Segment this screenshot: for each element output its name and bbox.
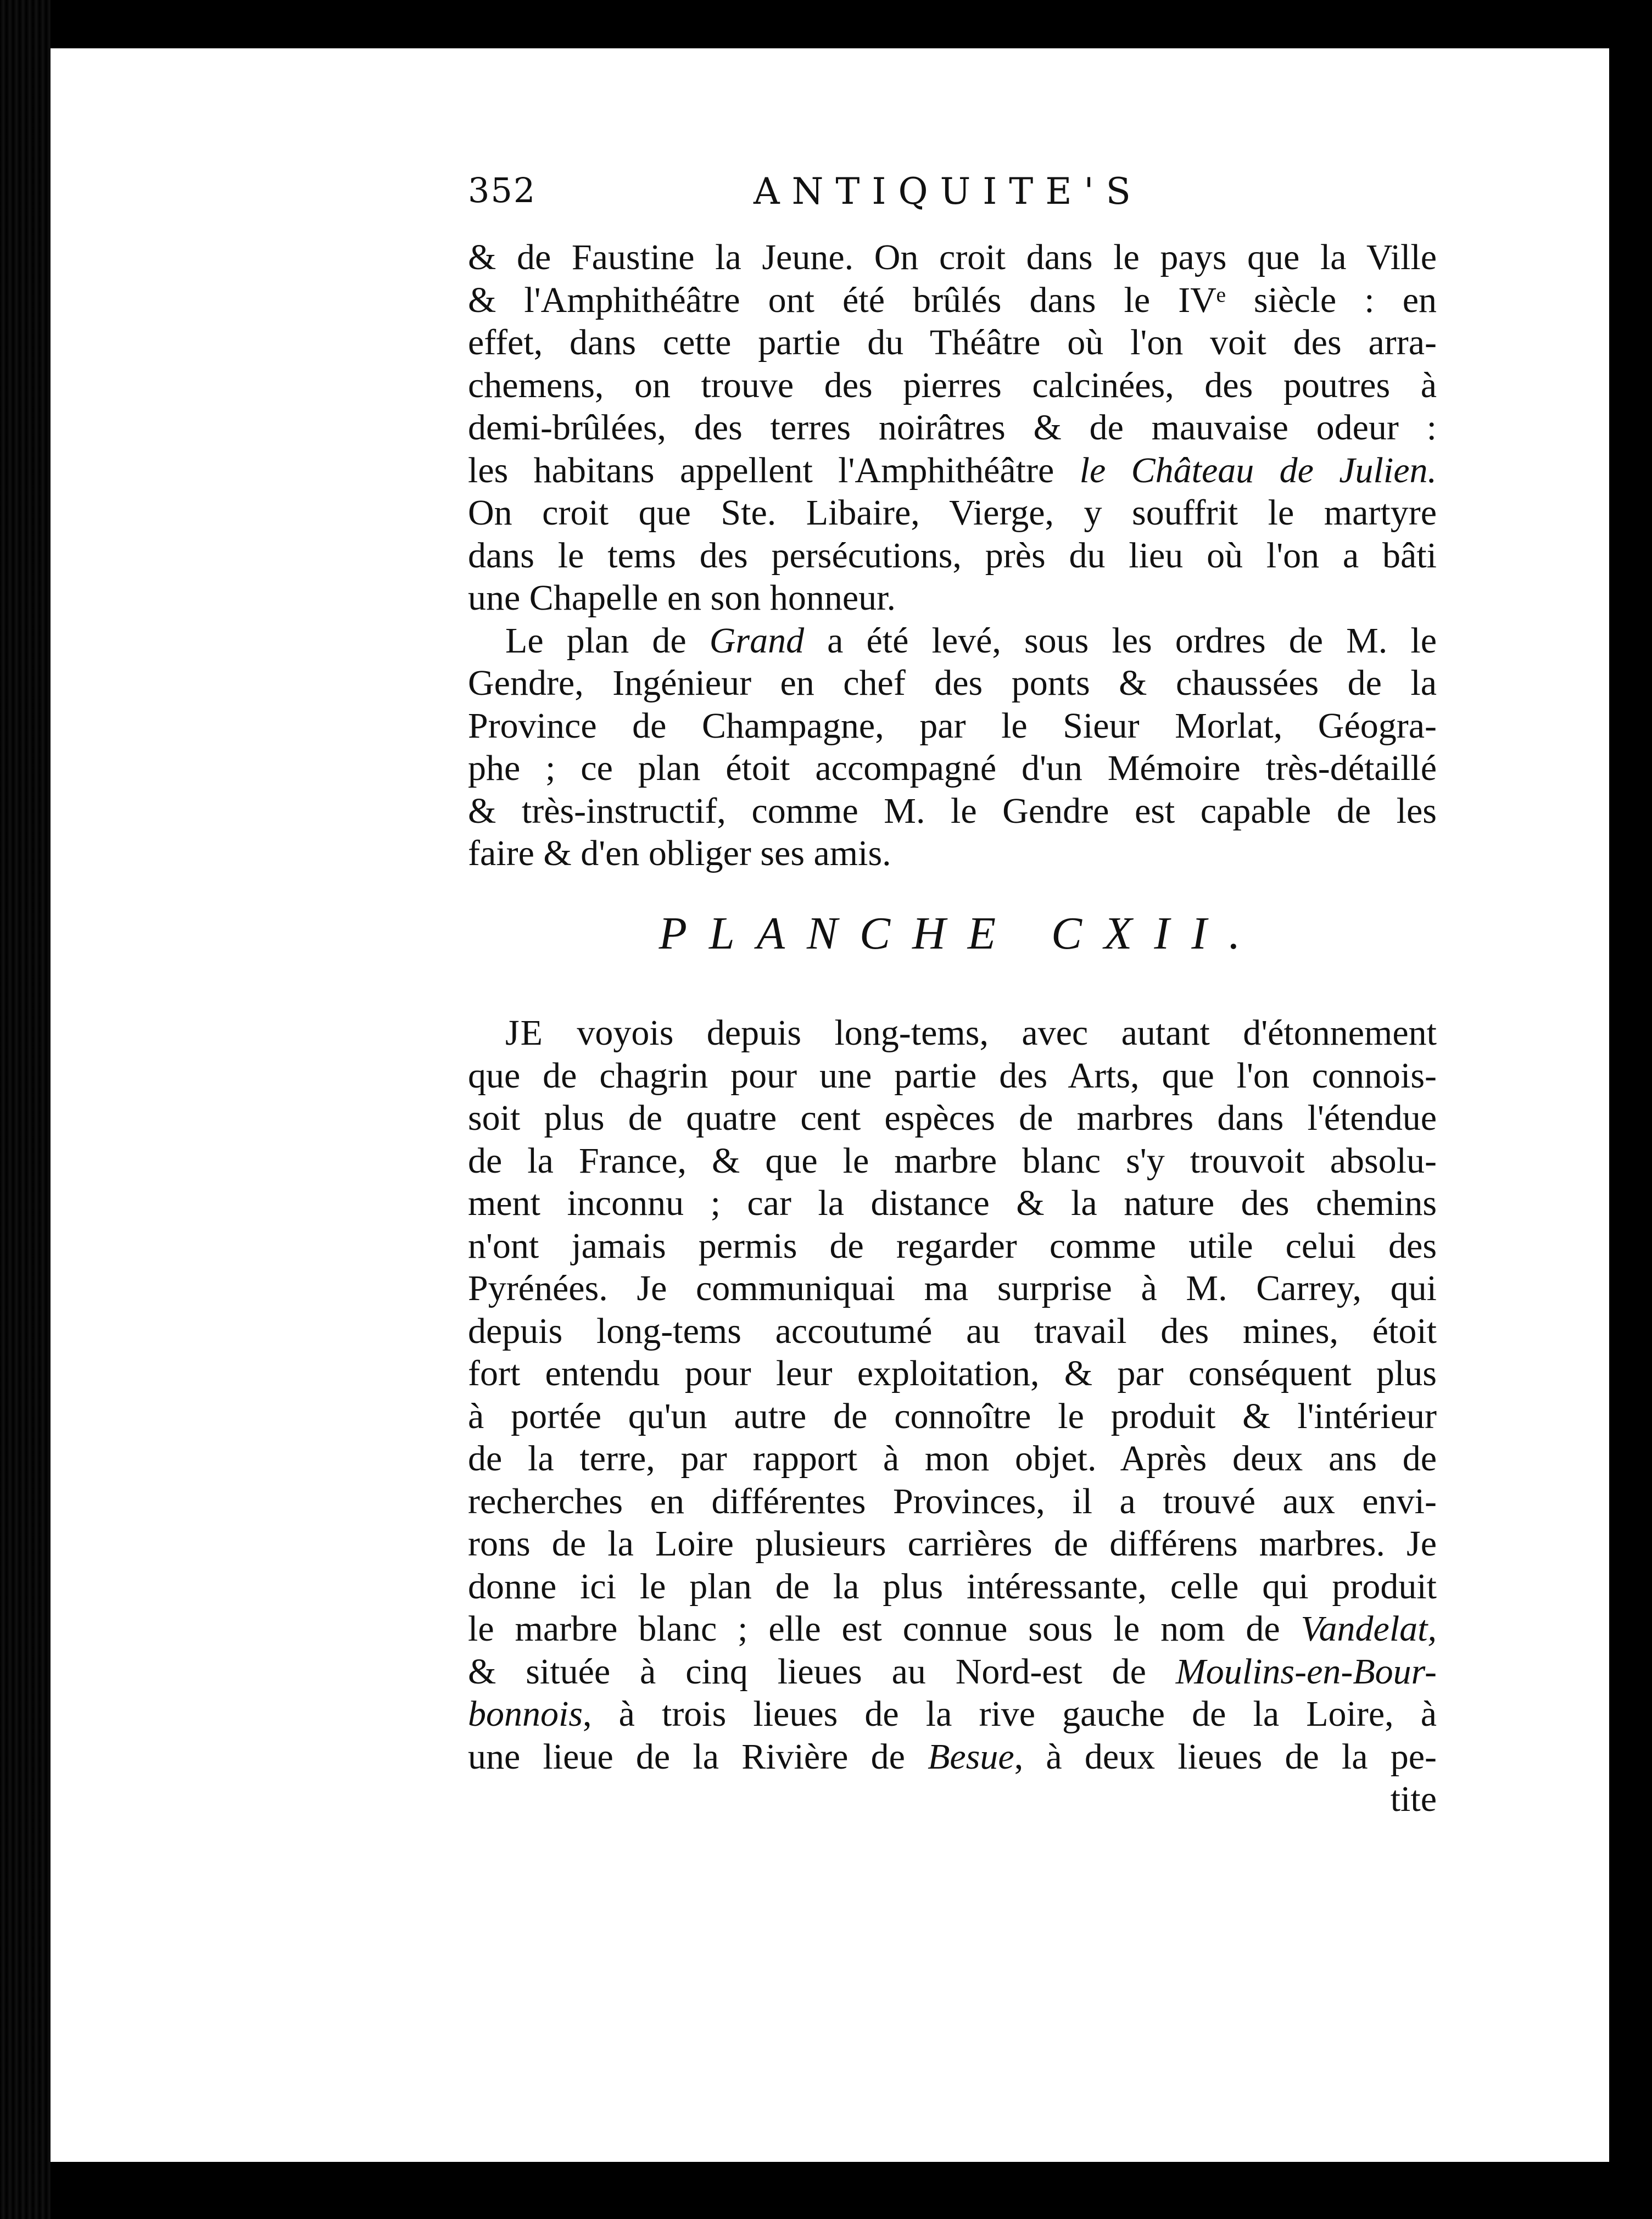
text-line: ment inconnu ; car la distance & la nature des chemins (468, 1183, 1437, 1223)
opening-word: JE (505, 1013, 544, 1053)
text-run: & située à cinq lieues au Nord-est de (468, 1651, 1176, 1692)
catchword: tite (1390, 1779, 1437, 1819)
text-line: faire & d'en obliger ses amis. (468, 833, 891, 873)
text-line (468, 620, 1437, 662)
text-run: voyois depuis long-tems, avec autant d'étonnement (544, 1013, 1437, 1053)
italic-place-name: Grand (709, 620, 805, 661)
text-run: le marbre blanc ; elle est connue sous le nom de (468, 1609, 1301, 1649)
text-run: une lieue de la Rivière de (468, 1736, 928, 1777)
text-line: & très-instructif, comme M. le Gendre est capable de les (468, 790, 1437, 831)
text-line: une Chapelle en son honneur. (468, 578, 896, 618)
text-line: recherches en différentes Provinces, il a trouvé aux envi- (468, 1481, 1437, 1521)
running-title: ANTIQUITE'S (754, 170, 1143, 213)
italic-place-name: bonnois (468, 1694, 583, 1734)
text-line: On croit que Ste. Libaire, Vierge, y souffrit le martyre (468, 493, 1437, 533)
plate-heading: PLANCHE CXII. (658, 907, 1263, 959)
text-run: a été levé, sous les ordres de M. le (804, 620, 1437, 661)
running-head (468, 170, 1437, 236)
text-line: fort entendu pour leur exploitation, & par conséquent plus (468, 1353, 1437, 1393)
text-line: Province de Champagne, par le Sieur Morlat, Géogra- (468, 705, 1437, 746)
text-line (468, 1693, 1437, 1736)
text-line: que de chagrin pour une partie des Arts, que l'on connois- (468, 1055, 1437, 1096)
text-line: Gendre, Ingénieur en chef des ponts & chaussées de la (468, 663, 1437, 703)
italic-title: le Château de Julien. (1079, 450, 1437, 490)
text-line: & de Faustine la Jeune. On croit dans le pays que la Ville (468, 237, 1437, 277)
text-line: Pyrénées. Je communiquai ma surprise à M. Carrey, qui (468, 1268, 1437, 1308)
binding-edge (0, 0, 51, 2219)
text-line: de la terre, par rapport à mon objet. Après deux ans de (468, 1439, 1437, 1479)
page-number: 352 (468, 170, 537, 210)
text-run: , à deux lieues de la pe- (1014, 1736, 1437, 1777)
text-line: à portée qu'un autre de connoître le produit & l'intérieur (468, 1396, 1437, 1436)
text-run: les habitans appellent l'Amphithéâtre (468, 450, 1080, 490)
italic-place-name: Besue (928, 1736, 1014, 1777)
text-line (468, 1012, 1437, 1055)
text-line (468, 1651, 1437, 1693)
text-line: phe ; ce plan étoit accompagné d'un Mémoire très-détaillé (468, 748, 1437, 788)
text-line: n'ont jamais permis de regarder comme utile celui des (468, 1225, 1437, 1266)
text-line: dans le tems des persécutions, près du lieu où l'on a bâti (468, 535, 1437, 576)
text-line: effet, dans cette partie du Théâtre où l'on voit des arra- (468, 322, 1437, 363)
text-line (468, 1608, 1437, 1651)
text-line: de la France, & que le marbre blanc s'y trouvoit absolu- (468, 1140, 1437, 1181)
italic-place-name: Vandelat, (1301, 1609, 1437, 1649)
paragraph-1 (468, 236, 1437, 620)
text-line (468, 1736, 1437, 1778)
paragraph-3 (468, 1012, 1437, 1821)
paragraph-2 (468, 620, 1437, 875)
italic-place-name: Moulins-en-Bour- (1175, 1651, 1437, 1692)
text-line: demi-brûlées, des terres noirâtres & de mauvaise odeur : (468, 408, 1437, 448)
text-line: soit plus de quatre cent espèces de marbres dans l'étendue (468, 1098, 1437, 1138)
text-line: rons de la Loire plusieurs carrières de différens marbres. Je (468, 1524, 1437, 1564)
text-line: chemens, on trouve des pierres calcinées, des poutres à (468, 365, 1437, 405)
text-line: depuis long-tems accoutumé au travail des mines, étoit (468, 1311, 1437, 1351)
text-run: , à trois lieues de la rive gauche de la Loire, à (583, 1694, 1437, 1734)
text-run: Le plan de (505, 620, 710, 661)
body-text (468, 236, 1437, 1821)
text-line: & l'Amphithéâtre ont été brûlés dans le IVᵉ siècle : en (468, 280, 1437, 320)
text-block (468, 170, 1437, 1821)
text-line (468, 449, 1437, 492)
text-line: donne ici le plan de la plus intéressante, celle qui produit (468, 1566, 1437, 1607)
